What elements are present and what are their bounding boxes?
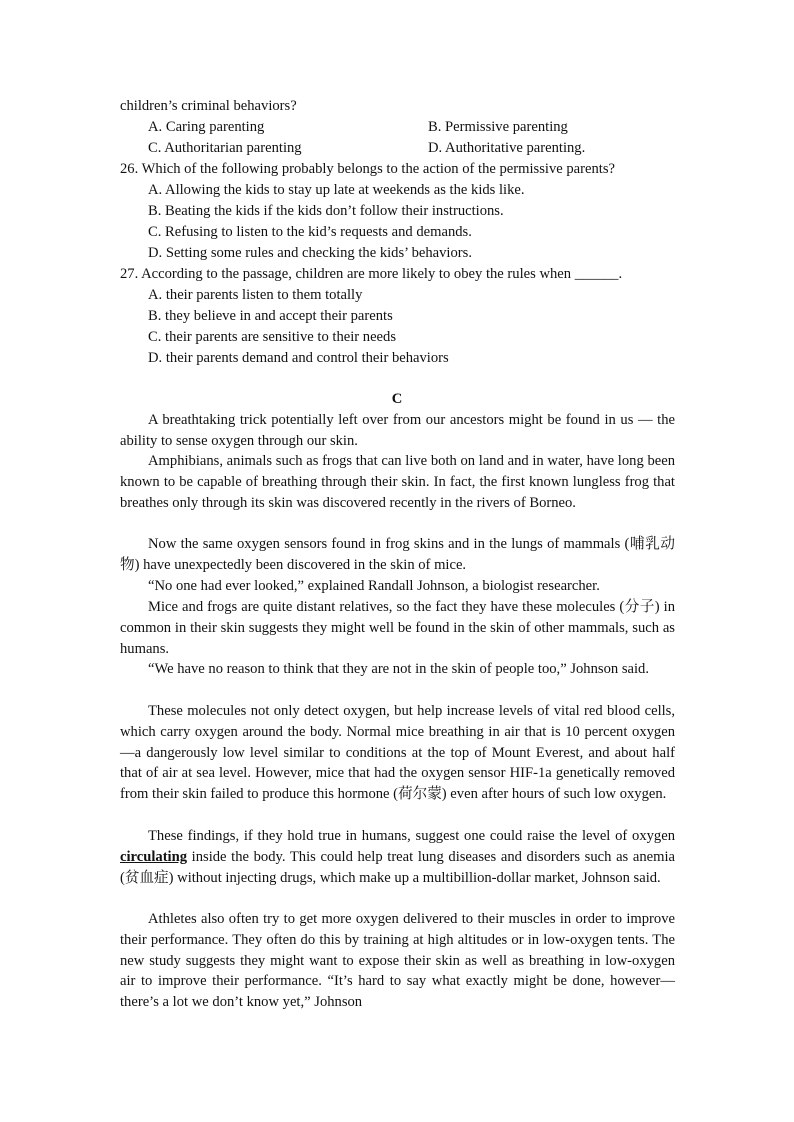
paragraph-8-text-after: inside the body. This could help treat lung diseases and disorders such as anemia (贫血症) without injecting drugs, which make up a multibillion-dollar market, Johnson said. (120, 848, 675, 886)
question-25-option-c: C. Authoritarian parenting (148, 140, 302, 156)
paragraph-9: Athletes also often try to get more oxygen delivered to their muscles in order to improve their performance. They often do this by training at high altitudes or in low-oxygen tents. The new study suggests they might want to expose their skin as well as breathing in low-oxygen air to improve their performance. “It’s hard to say what exactly might be done, however—there’s a lot we don’t know yet,” Johnson (120, 911, 675, 1011)
question-26-option-d: D. Setting some rules and checking the kids’ behaviors. (148, 245, 472, 261)
question-27-option-d: D. their parents demand and control their behaviors (148, 350, 449, 366)
question-27-option-b: B. they believe in and accept their parents (148, 308, 393, 324)
paragraph-3: Now the same oxygen sensors found in frog skins and in the lungs of mammals (哺乳动物) have unexpectedly been discovered in the skin of mice. (120, 536, 675, 573)
question-27-stem: 27. According to the passage, children are more likely to obey the rules when ______. (120, 266, 623, 282)
paragraph-5: Mice and frogs are quite distant relatives, so the fact they have these molecules (分子) in common in their skin suggests they might well be found in the skin of other mammals, such as humans. (120, 599, 675, 657)
paragraph-6: “We have no reason to think that they are not in the skin of people too,” Johnson said. (148, 661, 649, 677)
question-26-stem: 26. Which of the following probably belongs to the action of the permissive parents? (120, 161, 615, 177)
question-25-option-b: B. Permissive parenting (428, 119, 568, 135)
paragraph-7: These molecules not only detect oxygen, but help increase levels of vital red blood cells, which carry oxygen around the body. Normal mice breathing in air that is 10 percent oxygen—a dangerously low level similar to conditions at the top of Mount Everest, and about half that of air at sea level. However, mice that had the oxygen sensor HIF-1a genetically removed from their skin failed to produce this hormone (荷尔蒙) even after hours of such low oxygen. (120, 703, 675, 803)
paragraph-1: A breathtaking trick potentially left over from our ancestors might be found in us — the ability to sense oxygen through our skin. (120, 412, 675, 449)
paragraph-8-text-before: These findings, if they hold true in humans, suggest one could raise the level of oxygen (148, 828, 675, 844)
question-27-option-c: C. their parents are sensitive to their needs (148, 329, 397, 345)
question-26-option-b: B. Beating the kids if the kids don’t follow their instructions. (148, 203, 504, 219)
paragraph-4: “No one had ever looked,” explained Randall Johnson, a biologist researcher. (148, 578, 600, 594)
question-26-option-a: A. Allowing the kids to stay up late at weekends as the kids like. (148, 182, 525, 198)
question-25-option-a: A. Caring parenting (148, 119, 265, 135)
question-25-option-d: D. Authoritative parenting. (428, 140, 586, 156)
question-26-option-c: C. Refusing to listen to the kid’s requests and demands. (148, 224, 472, 240)
question-27-option-a: A. their parents listen to them totally (148, 287, 363, 303)
question-25-tail: children’s criminal behaviors? (120, 98, 297, 114)
section-heading: C (391, 391, 403, 407)
paragraph-8 (120, 826, 675, 888)
paragraph-2: Amphibians, animals such as frogs that can live both on land and in water, have long been known to be capable of breathing through their skin. In fact, the first known lungless frog that breathes only through its skin was discovered recently in the rivers of Borneo. (120, 453, 675, 511)
keyword-circulating: circulating (120, 848, 188, 865)
